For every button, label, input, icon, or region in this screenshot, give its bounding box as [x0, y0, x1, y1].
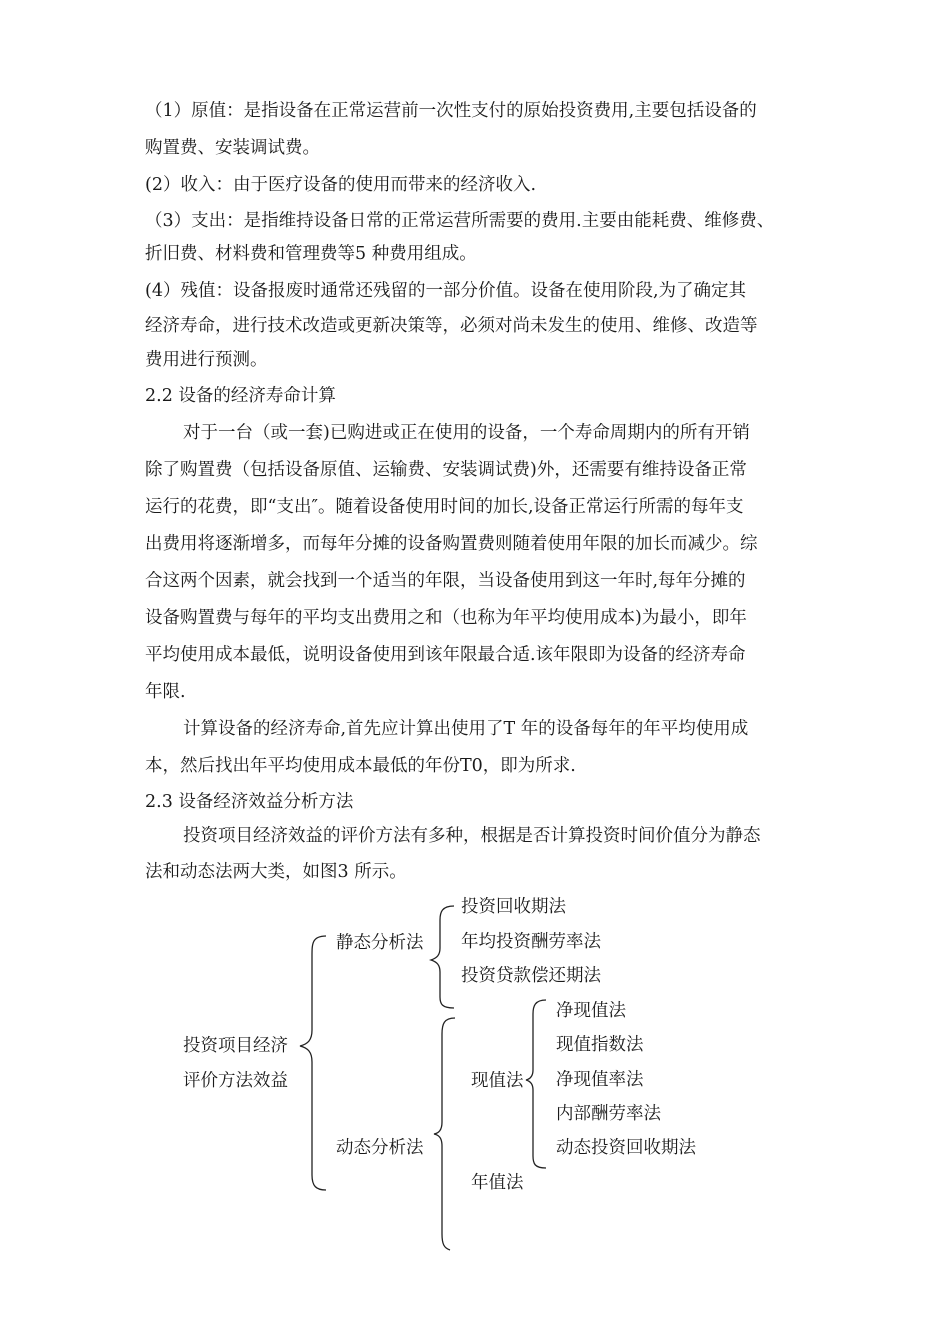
para-method-line2: 法和动态法两大类，如图3 所示。 — [145, 862, 407, 882]
pv-item-dynamic-payback: 动态投资回收期法 — [556, 1138, 696, 1158]
para-life-line8: 年限. — [145, 682, 186, 702]
para-life-line2: 除了购置费（包括设备原值、运输费、安装调试费)外，还需要有维持设备正常 — [145, 460, 747, 480]
static-item-payback: 投资回收期法 — [461, 897, 566, 917]
para-original-value-line2: 购置费、安装调试费。 — [145, 138, 320, 158]
para-original-value-line1: （1）原值：是指设备在正常运营前一次性支付的原始投资费用,主要包括设备的 — [145, 101, 757, 121]
para-life-line3: 运行的花费，即“支出″。随着设备使用时间的加长,设备正常运行所需的每年支 — [145, 497, 744, 517]
para-residual-line3: 费用进行预测。 — [145, 350, 268, 370]
root-label-line2: 评价方法效益 — [183, 1071, 288, 1091]
pv-item-npv: 净现值法 — [556, 1001, 626, 1021]
pv-item-npv-rate: 净现值率法 — [556, 1070, 644, 1090]
para-expense-line1: （3）支出：是指维持设备日常的正常运营所需要的费用.主要由能耗费、维修费、 — [145, 211, 775, 231]
present-value-label: 现值法 — [471, 1071, 524, 1091]
section-heading-2-2: 2.2 设备的经济寿命计算 — [145, 386, 336, 406]
para-life-line4: 出费用将逐渐增多，而每年分摊的设备购置费则随着使用年限的加长而减少。综 — [145, 534, 758, 554]
annual-value-label: 年值法 — [471, 1173, 524, 1193]
para-calc-line2: 本，然后找出年平均使用成本最低的年份T0，即为所求. — [145, 756, 576, 776]
brace-present-value — [526, 1000, 546, 1168]
para-expense-line2: 折旧费、材料费和管理费等5 种费用组成。 — [145, 244, 477, 264]
brace-dynamic — [434, 1018, 455, 1250]
para-method-line1: 投资项目经济效益的评价方法有多种，根据是否计算投资时间价值分为静态 — [183, 826, 761, 846]
para-residual-line1: (4）残值：设备报废时通常还残留的一部分价值。设备在使用阶段,为了确定其 — [145, 281, 747, 301]
para-income: (2）收入：由于医疗设备的使用而带来的经济收入. — [145, 175, 537, 195]
para-life-line6: 设备购置费与每年的平均支出费用之和（也称为年平均使用成本)为最小，即年 — [145, 608, 747, 628]
para-life-line1: 对于一台（或一套)已购进或正在使用的设备，一个寿命周期内的所有开销 — [183, 423, 750, 443]
para-residual-line2: 经济寿命，进行技术改造或更新决策等，必须对尚未发生的使用、维修、改造等 — [145, 316, 758, 336]
pv-item-index: 现值指数法 — [556, 1035, 644, 1055]
section-heading-2-3: 2.3 设备经济效益分析方法 — [145, 792, 354, 812]
brace-static — [431, 906, 454, 1008]
static-item-annual-return: 年均投资酬劳率法 — [461, 932, 601, 952]
dynamic-analysis-label: 动态分析法 — [336, 1138, 424, 1158]
para-life-line5: 合这两个因素，就会找到一个适当的年限，当设备使用到这一年时,每年分摊的 — [145, 571, 746, 591]
static-item-loan-repayment: 投资贷款偿还期法 — [461, 966, 601, 986]
para-calc-line1: 计算设备的经济寿命,首先应计算出使用了T 年的设备每年的年平均使用成 — [183, 719, 749, 739]
brace-root — [300, 936, 326, 1190]
para-life-line7: 平均使用成本最低，说明设备使用到该年限最合适.该年限即为设备的经济寿命 — [145, 645, 746, 665]
static-analysis-label: 静态分析法 — [336, 933, 424, 953]
root-label-line1: 投资项目经济 — [183, 1036, 288, 1056]
pv-item-irr: 内部酬劳率法 — [556, 1104, 661, 1124]
